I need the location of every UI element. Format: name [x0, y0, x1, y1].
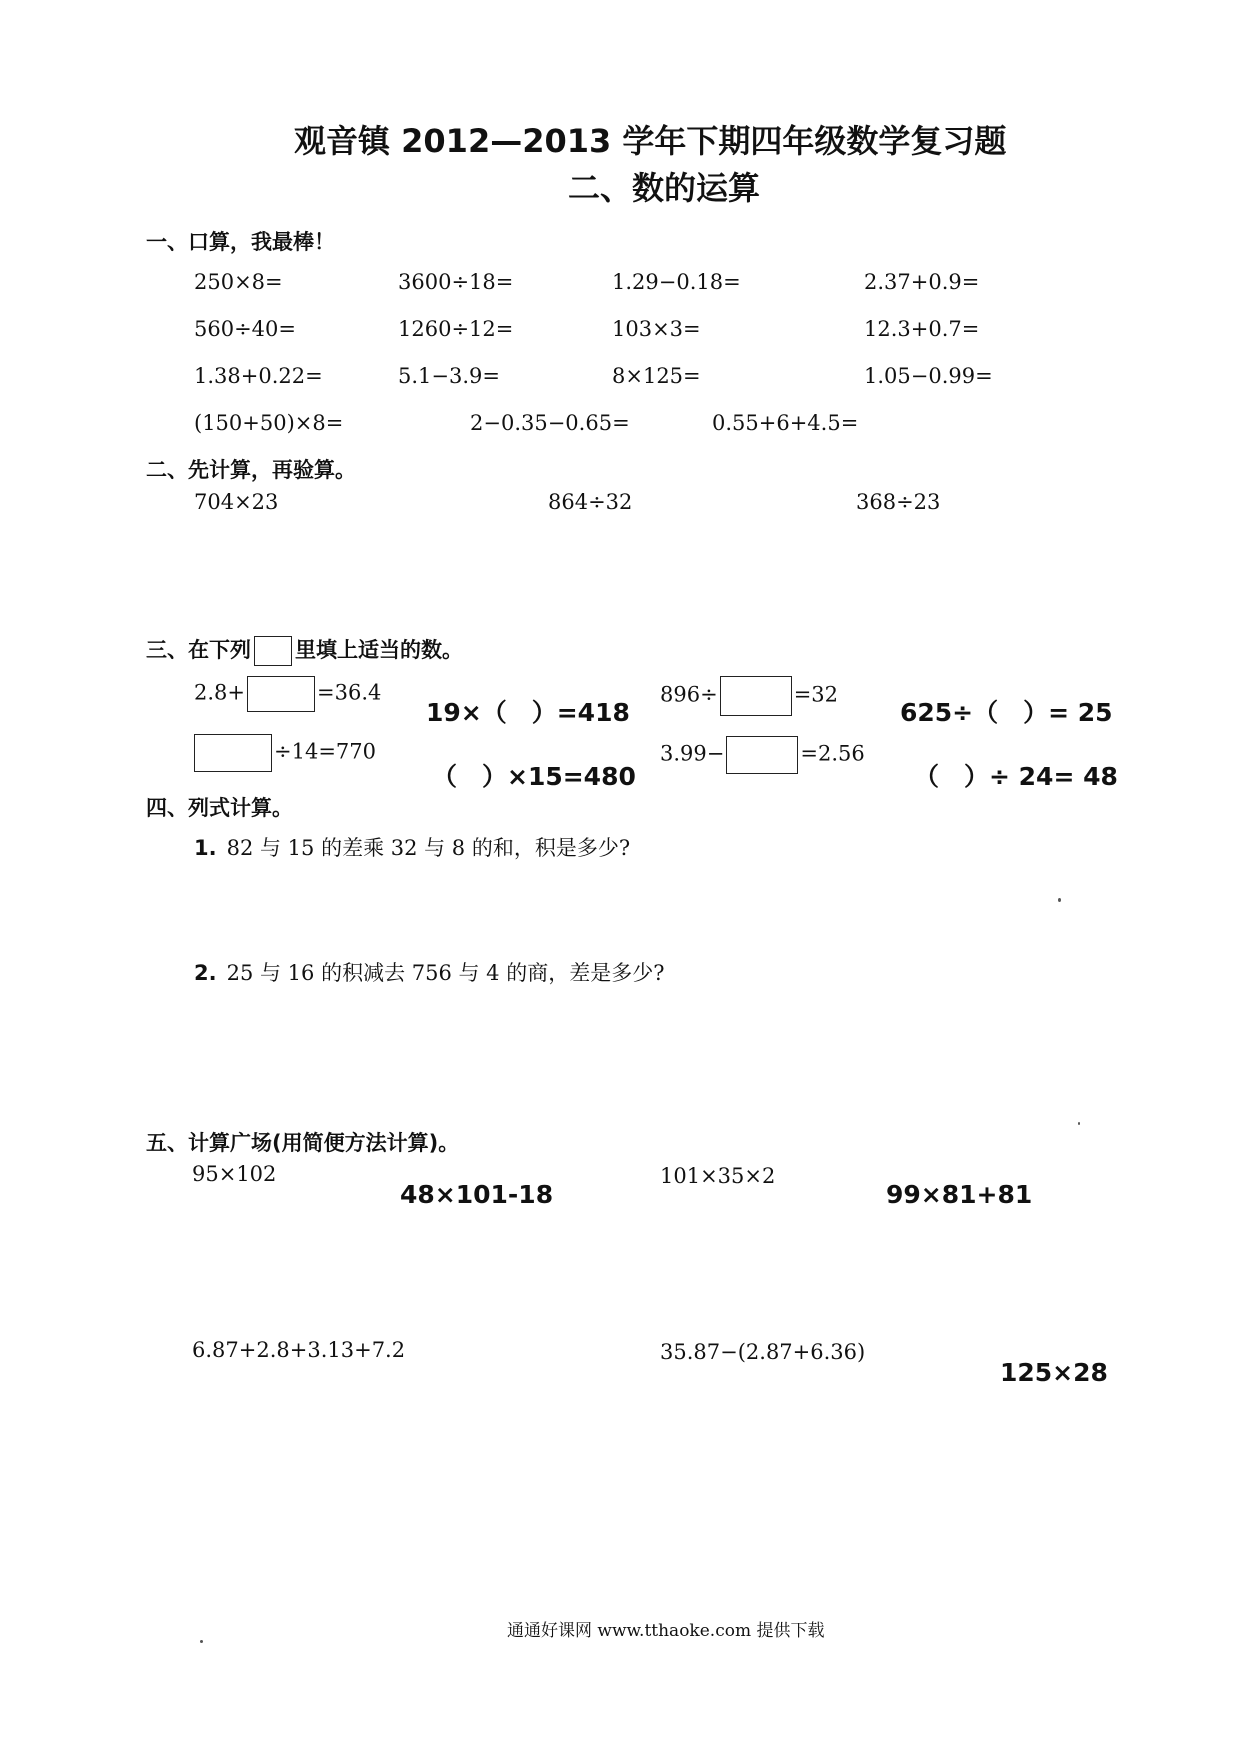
answer-box[interactable] — [247, 676, 315, 712]
simplify-item: 6.87+2.8+3.13+7.2 — [192, 1338, 406, 1362]
simplify-item: 35.87−(2.87+6.36) — [660, 1340, 866, 1364]
oral-calc-item: 2.37+0.9= — [864, 270, 980, 294]
question-number: 1. — [194, 836, 217, 860]
verify-calc-item: 704×23 — [194, 490, 279, 514]
word-problem — [194, 957, 664, 987]
fill-item — [660, 676, 838, 716]
scan-speck — [1078, 1122, 1080, 1125]
fill-item: （ ）÷ 24= 48 — [914, 762, 1118, 791]
fill-item-suffix: ÷14=770 — [274, 739, 376, 764]
section-2-heading: 二、先计算，再验算。 — [146, 458, 356, 482]
simplify-item: 101×35×2 — [660, 1164, 776, 1188]
scan-speck — [1058, 898, 1061, 902]
oral-calc-item: 12.3+0.7= — [864, 317, 980, 341]
oral-calc-item: 1.29−0.18= — [612, 270, 741, 294]
fill-item: 625÷（ ）= 25 — [900, 698, 1113, 727]
oral-calc-item: (150+50)×8= — [194, 411, 344, 435]
oral-calc-item: 1260÷12= — [398, 317, 514, 341]
word-problem — [194, 832, 630, 862]
oral-calc-item: 103×3= — [612, 317, 701, 341]
oral-calc-item: 8×125= — [612, 364, 701, 388]
simplify-item: 95×102 — [192, 1162, 277, 1186]
fill-item — [194, 676, 381, 712]
oral-calc-item: 1.05−0.99= — [864, 364, 993, 388]
section-1-heading: 一、口算，我最棒！ — [146, 230, 335, 254]
oral-calc-item: 5.1−3.9= — [398, 364, 500, 388]
answer-box[interactable] — [720, 676, 792, 716]
answer-box[interactable] — [726, 736, 798, 774]
verify-calc-item: 864÷32 — [548, 490, 633, 514]
fill-item-prefix: 2.8+ — [194, 680, 245, 705]
fill-item — [660, 736, 865, 774]
page-title: 观音镇 2012—2013 学年下期四年级数学复习题 — [294, 122, 1007, 160]
verify-calc-item: 368÷23 — [856, 490, 941, 514]
fill-item: （ ）×15=480 — [432, 762, 636, 791]
simplify-item: 48×101-18 — [400, 1180, 554, 1209]
answer-box[interactable] — [254, 636, 292, 666]
fill-item — [194, 734, 376, 772]
footer-source: 通通好课网 www.tthaoke.com 提供下载 — [507, 1621, 825, 1641]
oral-calc-item: 250×8= — [194, 270, 283, 294]
section-5-heading: 五、计算广场(用简便方法计算)。 — [146, 1131, 460, 1155]
fill-item-prefix: 3.99− — [660, 741, 725, 766]
section-4-heading: 四、列式计算。 — [146, 796, 293, 820]
oral-calc-item: 1.38+0.22= — [194, 364, 323, 388]
page-subtitle: 二、数的运算 — [568, 169, 761, 207]
fill-item-suffix: =32 — [793, 682, 839, 707]
oral-calc-item: 2−0.35−0.65= — [470, 411, 630, 435]
simplify-item: 125×28 — [1000, 1358, 1108, 1387]
question-text: 82 与 15 的差乘 32 与 8 的和，积是多少? — [226, 836, 631, 860]
fill-item-suffix: =36.4 — [317, 680, 382, 705]
answer-box[interactable] — [194, 734, 272, 772]
simplify-item: 99×81+81 — [886, 1180, 1033, 1209]
scan-speck — [200, 1640, 203, 1643]
fill-item: 19×（ ）=418 — [426, 698, 630, 727]
oral-calc-item: 560÷40= — [194, 317, 296, 341]
section-3-heading-start: 三、在下列 — [146, 638, 251, 662]
oral-calc-item: 0.55+6+4.5= — [712, 411, 859, 435]
section-3-heading — [146, 634, 463, 666]
fill-item-prefix: 896÷ — [660, 682, 718, 707]
question-text: 25 与 16 的积减去 756 与 4 的商，差是多少? — [226, 961, 665, 985]
question-number: 2. — [194, 961, 217, 985]
oral-calc-item: 3600÷18= — [398, 270, 514, 294]
section-3-heading-end: 里填上适当的数。 — [295, 638, 463, 662]
fill-item-suffix: =2.56 — [800, 741, 865, 766]
